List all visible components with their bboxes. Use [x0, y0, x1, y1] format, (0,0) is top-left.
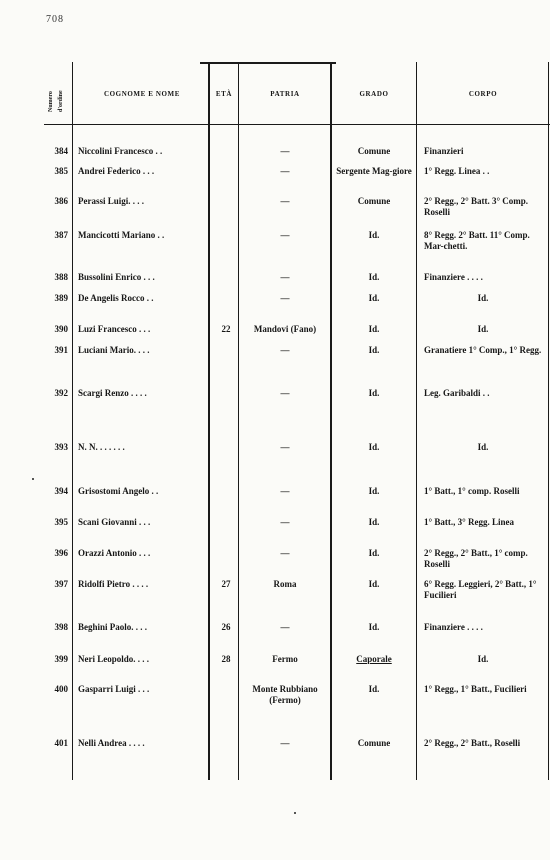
row-number: 391 — [54, 345, 68, 355]
row-grado: Id. — [368, 684, 380, 694]
row-corpo: 2° Regg., 2° Batt. 3° Comp. Roselli — [424, 196, 529, 217]
row-number: 397 — [54, 579, 68, 589]
row-number: 387 — [54, 230, 68, 240]
row-patria: — — [280, 442, 290, 452]
row-number: 399 — [54, 654, 68, 664]
row-grado: Comune — [357, 738, 391, 748]
header-grado: GRADO — [359, 90, 389, 98]
row-grado: Id. — [368, 324, 380, 334]
row-number: 388 — [54, 272, 68, 282]
header-number-line2: d'ordine — [58, 90, 64, 112]
row-number: 395 — [54, 517, 68, 527]
column-divider — [238, 62, 239, 780]
row-name: N. N. . . . . . . — [78, 442, 125, 452]
row-name: Bussolini Enrico . . . — [78, 272, 155, 282]
row-corpo: 2° Regg., 2° Batt., Roselli — [424, 738, 521, 748]
row-name: Scani Giovanni . . . — [78, 517, 151, 527]
row-grado: Sergente Mag-giore — [336, 166, 412, 176]
row-patria: — — [280, 622, 290, 632]
row-grado: Id. — [368, 579, 380, 589]
row-name: De Angelis Rocco . . — [78, 293, 154, 303]
row-corpo: 1° Batt., 1° comp. Roselli — [424, 486, 520, 496]
row-grado: Id. — [368, 486, 380, 496]
row-patria: — — [280, 548, 290, 558]
row-name: Scargi Renzo . . . . — [78, 388, 147, 398]
row-patria: — — [280, 166, 290, 176]
row-corpo: 6° Regg. Leggieri, 2° Batt., 1° Fucilieri — [424, 579, 537, 600]
print-speck — [32, 478, 34, 480]
row-patria: — — [280, 345, 290, 355]
print-speck — [294, 812, 296, 814]
row-patria: Mandovi (Fano) — [253, 324, 317, 334]
row-name: Gasparri Luigi . . . — [78, 684, 150, 694]
row-grado: Id. — [368, 388, 380, 398]
row-number: 398 — [54, 622, 68, 632]
row-corpo: Id. — [477, 442, 489, 452]
row-name: Niccolini Francesco . . — [78, 146, 163, 156]
header-name: COGNOME E NOME — [103, 90, 181, 98]
row-corpo: Finanziere . . . . — [424, 622, 483, 632]
row-corpo: Id. — [477, 654, 489, 664]
row-grado: Id. — [368, 272, 380, 282]
row-grado: Id. — [368, 442, 380, 452]
row-patria: Fermo — [272, 654, 298, 664]
row-corpo: 1° Regg., 1° Batt., Fucilieri — [424, 684, 527, 694]
header-number-line1: Numero — [48, 91, 54, 112]
row-grado: Id. — [368, 345, 380, 355]
row-corpo: Id. — [477, 324, 489, 334]
header-patria: PATRIA — [270, 90, 300, 98]
page-number: 708 — [46, 14, 64, 25]
row-corpo: Id. — [477, 293, 489, 303]
row-patria: — — [280, 738, 290, 748]
row-name: Mancicotti Mariano . . — [78, 230, 165, 240]
row-name: Luciani Mario. . . . — [78, 345, 150, 355]
column-divider — [416, 62, 417, 780]
row-name: Nelli Andrea . . . . — [78, 738, 145, 748]
row-grado: Id. — [368, 293, 380, 303]
header-corpo: CORPO — [468, 90, 498, 98]
row-name: Grisostomi Angelo . . — [78, 486, 159, 496]
row-number: 394 — [54, 486, 68, 496]
row-corpo: 2° Regg., 2° Batt., 1° comp. Roselli — [424, 548, 528, 569]
row-grado: Id. — [368, 230, 380, 240]
header-bottom-rule — [44, 124, 550, 125]
row-corpo: Finanziere . . . . — [424, 272, 483, 282]
row-name: Beghini Paolo. . . . — [78, 622, 148, 632]
row-number: 396 — [54, 548, 68, 558]
row-patria: Monte Rubbiano (Fermo) — [252, 684, 318, 705]
row-age: 28 — [221, 654, 231, 664]
column-divider — [330, 62, 332, 780]
row-grado: Comune — [357, 146, 391, 156]
row-number: 390 — [54, 324, 68, 334]
row-patria: — — [280, 486, 290, 496]
row-patria: Roma — [273, 579, 297, 589]
row-grado: Id. — [368, 517, 380, 527]
row-age: 27 — [221, 579, 231, 589]
row-number: 401 — [54, 738, 68, 748]
row-grado: Id. — [368, 548, 380, 558]
row-corpo: Leg. Garibaldi . . — [424, 388, 490, 398]
row-corpo: 1° Regg. Linea . . — [424, 166, 490, 176]
row-name: Luzi Francesco . . . — [78, 324, 151, 334]
header-top-rule — [200, 62, 336, 64]
row-number: 393 — [54, 442, 68, 452]
row-corpo: 8° Regg. 2° Batt. 11° Comp. Mar-chetti. — [424, 230, 530, 251]
row-grado: Caporale — [356, 654, 392, 664]
row-number: 392 — [54, 388, 68, 398]
row-name: Ridolfi Pietro . . . . — [78, 579, 149, 589]
row-patria: — — [280, 196, 290, 206]
row-patria: — — [280, 517, 290, 527]
row-number: 385 — [54, 166, 68, 176]
row-patria: — — [280, 230, 290, 240]
row-number: 389 — [54, 293, 68, 303]
row-grado: Id. — [368, 622, 380, 632]
row-grado: Comune — [357, 196, 391, 206]
row-name: Neri Leopoldo. . . . — [78, 654, 149, 664]
row-age: 26 — [221, 622, 231, 632]
row-number: 400 — [54, 684, 68, 694]
row-corpo: Granatiere 1° Comp., 1° Regg. — [424, 345, 542, 355]
column-divider — [548, 62, 549, 780]
row-name: Andrei Federico . . . — [78, 166, 155, 176]
column-divider — [72, 62, 73, 780]
header-age: ETÀ — [215, 90, 233, 98]
row-corpo: 1° Batt., 3° Regg. Linea — [424, 517, 514, 527]
row-number: 384 — [54, 146, 68, 156]
row-patria: — — [280, 388, 290, 398]
row-number: 386 — [54, 196, 68, 206]
row-name: Perassi Luigi. . . . — [78, 196, 145, 206]
row-name: Orazzi Antonio . . . — [78, 548, 151, 558]
row-age: 22 — [221, 324, 231, 334]
header-number-column — [44, 66, 72, 118]
row-patria: — — [280, 293, 290, 303]
row-patria: — — [280, 272, 290, 282]
row-corpo: Finanzieri — [424, 146, 464, 156]
column-divider — [208, 62, 210, 780]
row-patria: — — [280, 146, 290, 156]
